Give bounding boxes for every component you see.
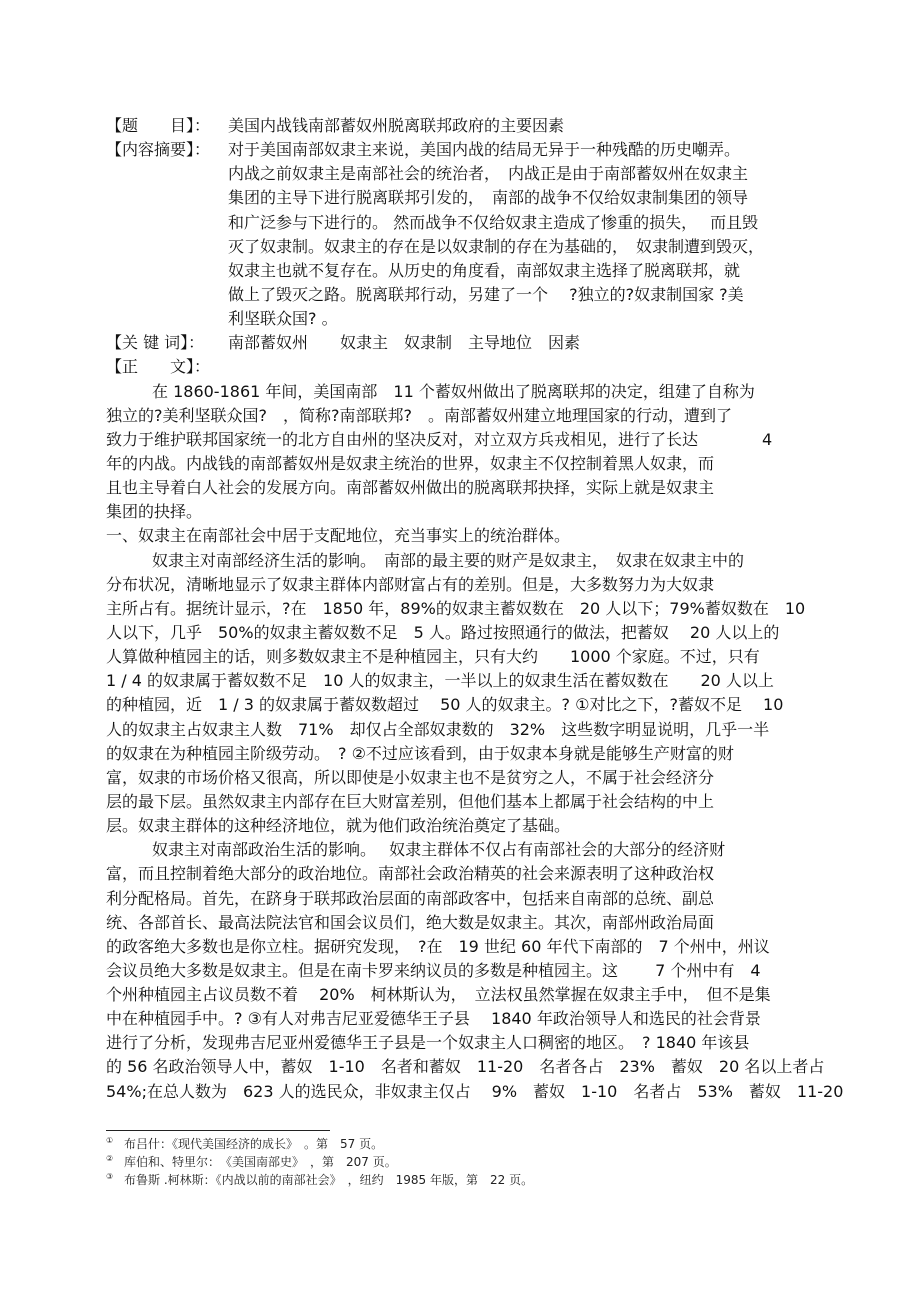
footnote-marker: ① (106, 1135, 114, 1145)
paragraph-line: 个州种植园主占议员数不着 20% 柯林斯认为， 立法权虽然掌握在奴隶主手中， 但不是集 (106, 985, 771, 1005)
paragraph-line: 富，而且控制着绝大部分的政治地位。南部社会政治精英的社会来源表明了这种政治权 (106, 864, 715, 884)
paragraph-line: 的种植园，近 1 / 3 的奴隶属于蓄奴数超过 50 人的奴隶主。? ①对比之下，?蓄奴不足 10 (106, 695, 784, 715)
paragraph-line: 且也主导着白人社会的发展方向。南部蓄奴州做出的脱离联邦抉择，实际上就是奴隶主 (106, 478, 715, 498)
footnote-text: 布吕什：《现代美国经济的成长》 。第 57 页。 (124, 1136, 384, 1151)
title-label: 【题 目】： (106, 116, 211, 135)
abstract-line: 做上了毁灭之路。脱离联邦行动，另建了一个 ?独立的?奴隶制国家 ?美 (228, 284, 744, 304)
paragraph-line: 在 1860-1861 年间，美国南部 11 个蓄奴州做出了脱离联邦的决定，组建了自称为 (152, 381, 755, 401)
abstract-line: 集团的主导下进行脱离联邦引发的， 南部的战争不仅给奴隶制集团的领导 (228, 188, 749, 208)
footnote (106, 1135, 920, 1153)
paragraph-line: 富，奴隶的市场价格又很高，所以即使是小奴隶主也不是贫穷之人，不属于社会经济分 (106, 767, 715, 787)
keywords: 南部蓄奴州 奴隶主 奴隶制 主导地位 因素 (228, 333, 581, 353)
paragraph-line: 奴隶主对南部经济生活的影响。 南部的最主要的财产是奴隶主， 奴隶在奴隶主中的 (152, 550, 745, 570)
abstract-line: 和广泛参与下进行的。 然而战争不仅给奴隶主造成了惨重的损失， 而且毁 (228, 212, 759, 232)
footnote (106, 1171, 920, 1189)
abstract-line: 对于美国南部奴隶主来说，美国内战的结局无异于一种残酷的历史嘲弄。 (228, 140, 741, 160)
paragraph-line: 层的最下层。虽然奴隶主内部存在巨大财富差别，但他们基本上都属于社会结构的中上 (106, 791, 715, 811)
paragraph-line: 统、各部首长、最高法院法官和国会议员们，绝大数是奴隶主。其次，南部州政治局面 (106, 912, 715, 932)
abstract-line: 利坚联众国? 。 (228, 309, 338, 329)
body-text (106, 380, 920, 1104)
paragraph-line: 进行了分析，发现弗吉尼亚州爱德华王子县是一个奴隶主人口稠密的地区。 ? 1840 年该县 (106, 1033, 750, 1053)
paragraph-line: 致力于维护联邦国家统一的北方自由州的坚决反对，对立双方兵戎相见，进行了长达 4 (106, 429, 773, 449)
abstract-line: 内战之前奴隶主是南部社会的统治者， 内战正是由于南部蓄奴州在奴隶主 (228, 164, 749, 184)
paragraph-line: 54%;在总人数为 623 人的选民众，非奴隶主仅占 9% 蓄奴 1-10 名者占 53% 蓄奴 11-20 (106, 1081, 844, 1101)
body-label-row (106, 355, 920, 379)
paragraph-line: 分布状况，清晰地显示了奴隶主群体内部财富占有的差别。但是，大多数努力为大奴隶 (106, 574, 715, 594)
footnote-marker: ③ (106, 1171, 114, 1181)
paragraph-line: 的 56 名政治领导人中，蓄奴 1-10 名者和蓄奴 11-20 名者各占 23% 蓄奴 20 名以上者占 (106, 1057, 825, 1077)
paragraph-line: 中在种植园手中。? ③有人对弗吉尼亚爱德华王子县 1840 年政治领导人和选民的社会背景 (106, 1009, 761, 1029)
section-heading: 一、奴隶主在南部社会中居于支配地位，充当事实上的统治群体。 (106, 526, 571, 546)
footnote-marker: ② (106, 1153, 114, 1163)
footnotes (106, 1135, 920, 1189)
abstract-line: 奴隶主也就不复存在。从历史的角度看，南部奴隶主选择了脱离联邦，就 (228, 260, 741, 280)
abstract-line: 灭了奴隶制。奴隶主的存在是以奴隶制的存在为基础的， 奴隶制遭到毁灭， (228, 236, 765, 256)
body-label: 【正 文】： (106, 357, 211, 377)
paragraph-line: 主所占有。据统计显示，?在 1850 年，89%的奴隶主蓄奴数在 20 人以下；79%蓄奴数在 10 (106, 598, 806, 618)
paragraph-line: 人算做种植园主的话，则多数奴隶主不是种植园主，只有大约 1000 个家庭。不过，只有 (106, 647, 760, 667)
footnote-divider (106, 1130, 330, 1131)
paragraph-line: 年的内战。内战钱的南部蓄奴州是奴隶主统治的世界，奴隶主不仅控制着黑人奴隶，而 (106, 453, 715, 473)
paragraph-line: 的奴隶在为种植园主阶级劳动。 ? ②不过应该看到，由于奴隶本身就是能够生产财富的财 (106, 743, 734, 763)
paragraph-line: 集团的抉择。 (106, 502, 203, 522)
paragraph-line: 利分配格局。首先，在跻身于联邦政治层面的南部政客中，包括来自南部的总统、副总 (106, 888, 715, 908)
title-row (106, 114, 920, 138)
paragraph-line: 独立的?美利坚联众国? ，简称?南部联邦? 。南部蓄奴州建立地理国家的行动，遭到了 (106, 405, 732, 425)
abstract (228, 138, 764, 331)
footnote-text: 布鲁斯 .柯林斯：《内战以前的南部社会》 ，纽约 1985 年版，第 22 页。 (124, 1172, 534, 1187)
keywords-label: 【关 键 词】： (106, 333, 205, 353)
paragraph-line: 1 / 4 的奴隶属于蓄奴数不足 10 人的奴隶主，一半以上的奴隶生活在蓄奴数在 20 人以上 (106, 671, 774, 691)
paragraph-line: 层。奴隶主群体的这种经济地位，就为他们政治统治奠定了基础。 (106, 816, 571, 836)
footnote (106, 1153, 920, 1171)
document-title: 美国内战钱南部蓄奴州脱离联邦政府的主要因素 (228, 116, 565, 135)
paragraph-line: 人以下，几乎 50%的奴隶主蓄奴数不足 5 人。路过按照通行的做法，把蓄奴 20 人以上的 (106, 622, 780, 642)
paragraph-line: 的政客绝大多数也是你立柱。据研究发现， ?在 19 世纪 60 年代下南部的 7 个州中，州议 (106, 936, 770, 956)
paragraph-line: 会议员绝大多数是奴隶主。但是在南卡罗来纳议员的多数是种植园主。这 7 个州中有 4 (106, 960, 761, 980)
paragraph-line: 人的奴隶主占奴隶主人数 71% 却仅占全部奴隶数的 32% 这些数字明显说明，几乎一半 (106, 719, 770, 739)
abstract-label: 【内容摘要】： (106, 140, 211, 160)
paragraph-line: 奴隶主对南部政治生活的影响。 奴隶主群体不仅占有南部社会的大部分的经济财 (152, 840, 726, 860)
abstract-row (106, 138, 920, 331)
footnote-text: 库伯和、特里尔： 《美国南部史》 ，第 207 页。 (124, 1154, 397, 1169)
keywords-row (106, 331, 920, 355)
